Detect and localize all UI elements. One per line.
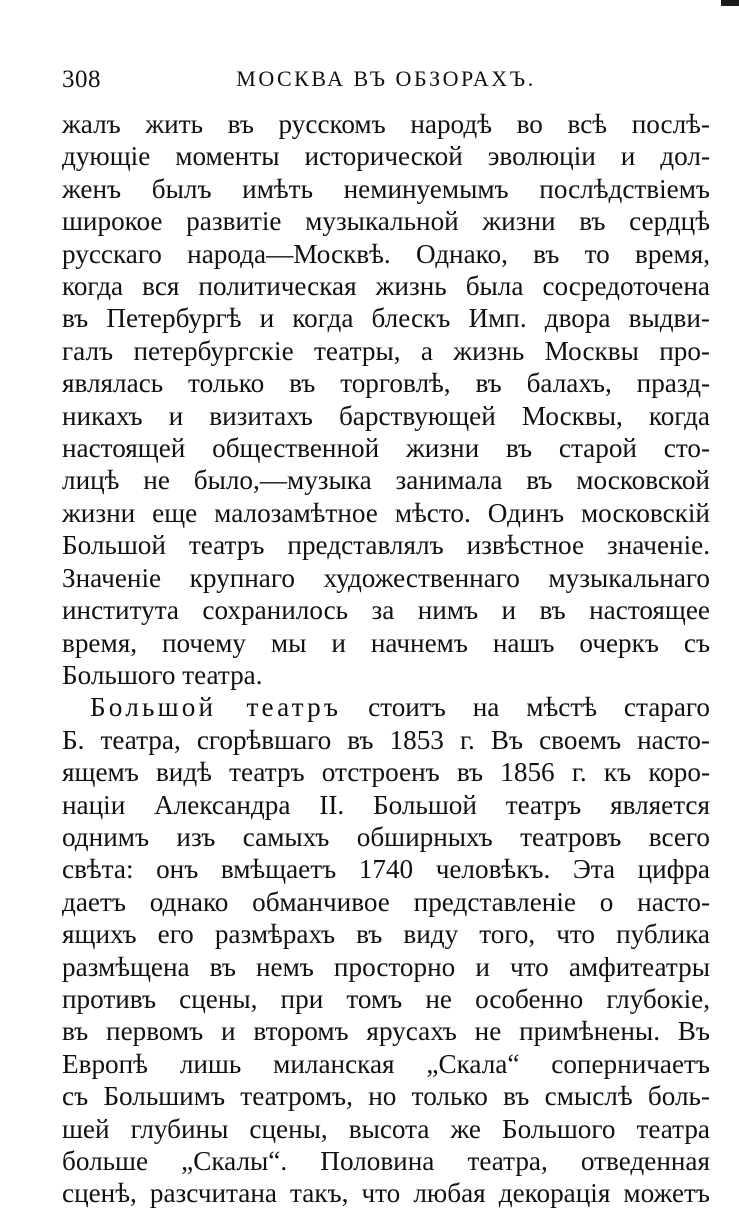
text-line: противъ сцены, при томъ не особенно глубокіе, [62,983,710,1014]
text-line: время, почему мы и начнемъ нашъ очеркъ съ [62,627,710,658]
spaced-lead-phrase: Большой театръ [90,692,342,723]
text-line: Большого театра. [62,659,263,690]
text-line: Значеніе крупнаго художественнаго музыкальнаго [62,562,710,593]
paragraph-1 [62,108,710,691]
text-line: русскаго народа—Москвѣ. Однако, въ то время, [62,238,710,269]
text-line: Б. театра, сгорѣвшаго въ 1853 г. Въ своемъ насто- [62,724,710,755]
text-line: съ Большимъ театромъ, но только въ смыслѣ боль- [62,1081,710,1112]
text-line: въ первомъ и второмъ ярусахъ не примѣнены. Въ [62,1016,710,1047]
text-line: являлась только въ торговлѣ, въ балахъ, празд- [62,368,710,399]
page-number: 308 [62,66,101,93]
running-title: МОСКВА ВЪ ОБЗОРАХЪ. [236,66,536,91]
text-line: сценѣ, разсчитана такъ, что любая декорація можетъ [62,1178,710,1209]
text-line: дующіе моменты исторической эволюціи и дол- [62,141,710,172]
text-line: когда вся политическая жизнь была сосредоточена [62,271,710,302]
text-line: Большой театръ представлялъ извѣстное значеніе. [62,530,710,561]
text-line: шей глубины сцены, высота же Большого театра [62,1113,710,1144]
text-line: въ Петербургѣ и когда блескъ Имп. двора выдви- [62,303,710,334]
text-line: широкое развитіе музыкальной жизни въ сердцѣ [62,206,710,237]
text-line: даетъ однако обманчивое представленіе о насто- [62,886,710,917]
text-line: настоящей общественной жизни въ старой сто- [62,433,710,464]
text-line: однимъ изъ самыхъ обширныхъ театровъ всего [62,821,710,852]
page-corner-mark [721,0,739,6]
text-line: ящихъ его размѣрахъ въ виду того, что публика [62,919,710,950]
text-line-rest: стоитъ на мѣстѣ стараго [341,692,710,723]
text-line: жизни еще малозамѣтное мѣсто. Одинъ московскій [62,497,710,528]
text-line: галъ петербургскіе театры, а жизнь Москвы про- [62,335,710,366]
body-text [62,108,710,1210]
text-line: націи Александра II. Большой театръ является [62,789,710,820]
text-line: жалъ жить въ русскомъ народѣ во всѣ послѣ- [62,109,710,139]
text-line: Европѣ лишь миланская „Скала“ соперничаетъ [62,1048,710,1079]
text-line: свѣта: онъ вмѣщаетъ 1740 человѣкъ. Эта цифра [62,854,710,885]
text-line: больше „Скалы“. Половина театра, отведенная [62,1146,710,1176]
text-line: никахъ и визитахъ барствующей Москвы, когда [62,400,710,431]
running-head [62,60,710,94]
text-line: ящемъ видѣ театръ отстроенъ въ 1856 г. къ коро- [62,757,710,788]
text-line-first [62,691,710,723]
text-line: института сохранилось за нимъ и въ настоящее [62,595,710,626]
text-line: женъ былъ имѣть неминуемымъ послѣдствіемъ [62,173,710,204]
text-line: лицѣ не было,—музыка занимала въ московской [62,465,710,496]
paragraph-2 [62,691,710,1210]
text-line: размѣщена въ немъ просторно и что амфитеатры [62,951,710,982]
book-page [62,60,710,1210]
